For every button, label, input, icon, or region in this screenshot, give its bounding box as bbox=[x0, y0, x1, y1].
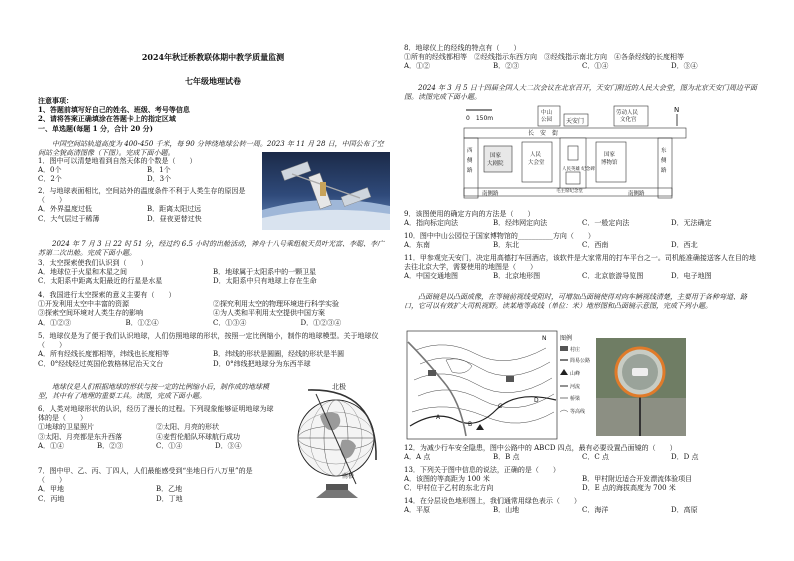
map-north-arrow: N bbox=[674, 106, 680, 114]
map-south-road-2: 南侧路 bbox=[628, 191, 645, 197]
svg-text:路: 路 bbox=[661, 168, 667, 174]
question-6: 6．人类对地球形状的认识，经历了漫长的过程。下列现象能够证明地球为球体的是（ ） ①地球的卫星照片 ②太阳、月亮的形状 ③太阳、月亮都是东升西落 ④麦哲伦船队环球航行成功 A．①④ B．②③ C．①④ D．③④ bbox=[38, 405, 274, 450]
svg-text:山峰: 山峰 bbox=[570, 371, 581, 377]
map-national-museum: 国家 bbox=[604, 152, 616, 158]
map-legend bbox=[560, 334, 590, 415]
map-point-a: A bbox=[436, 414, 441, 421]
map-laodong-palace: 劳动人民 bbox=[616, 110, 639, 116]
map-great-hall: 人民 bbox=[530, 152, 542, 158]
question-7: 7．图中甲、乙、丙、丁四人，人们最能感受到“坐地日行八万里”的是（ ） A．甲地 B．乙地 C．丙地 D．丁地 bbox=[38, 467, 253, 503]
svg-text:等高线: 等高线 bbox=[570, 409, 586, 415]
svg-text:博物馆: 博物馆 bbox=[601, 160, 618, 166]
question-4: 4．我国进行太空探索的意义主要有（ ） ①开发利用太空中丰富的资源 ②探究利用太空的物理环境进行科学实验 ③探索空间环境对人类生存的影响 ④为人类和平利用太空提供中国方案 A．①②③ B．①②④ C．①③④ D．①②③④ bbox=[38, 291, 342, 327]
map-west-road: 西 bbox=[467, 148, 473, 154]
passage-4: 2024 年 3 月 5 日十四届全国人大二次会议在北京召开，天安门附近的人民大会堂，图为北京天安门周边平面图。读图完成下面小题。 bbox=[404, 84, 757, 102]
svg-text:路: 路 bbox=[467, 168, 473, 174]
map-mausoleum: 毛主席纪念堂 bbox=[556, 189, 583, 194]
svg-text:大会堂: 大会堂 bbox=[528, 160, 545, 166]
map-point-c: C bbox=[498, 403, 503, 410]
map2-north: N bbox=[542, 335, 547, 342]
svg-text:河流: 河流 bbox=[570, 384, 581, 390]
map-zhongshan-park: 中山 bbox=[541, 110, 553, 116]
question-10: 10．图中中山公园位于国家博物馆的__________方向（ ） A．东南 B．东北 C．西南 D．西北 bbox=[404, 232, 698, 250]
contour-map bbox=[406, 330, 591, 442]
question-5: 5．地球仪是为了便于我们认识地球，人们仿照地球的形状，按照一定比例缩小，制作的地球模型。关于地球仪（ ） A．所有经线长度都相等，纬线也长度相等 B．纬线的形状是圆圈，经线的形状是半圆 C．0°经线经过英国伦敦格林尼治天文台 D．0°纬线把地球分为东西半球 bbox=[38, 332, 379, 368]
globe-diagram bbox=[286, 380, 386, 504]
map-tiananmen: 天安门 bbox=[566, 118, 585, 125]
svg-text:图例: 图例 bbox=[560, 335, 573, 342]
map-point-d: D bbox=[534, 397, 539, 404]
svg-text:大剧院: 大剧院 bbox=[487, 161, 504, 167]
map-changan-street: 长 安 街 bbox=[528, 130, 559, 137]
question-2: 2．与地球表面相比，空间站外的温度条件不利于人类生存的原因是（ ） A．外界温度过低 B．距离太阳过远 C．大气层过于稀薄 D．昼夜更替过快 bbox=[38, 187, 246, 223]
svg-text:村庄: 村庄 bbox=[570, 347, 581, 353]
globe-south-label: 南极 bbox=[342, 473, 355, 480]
question-12: 12．为减少行车安全隐患，图中公路中的 ABCD 四点，最有必要设置凸面镜的（ ） A．A 点 B．B 点 C．C 点 D．D 点 bbox=[404, 444, 699, 462]
notes bbox=[38, 96, 388, 133]
village-icon bbox=[428, 370, 436, 376]
section-heading: 一、单选题(每题 1 分，合计 20 分) bbox=[38, 123, 153, 133]
question-14: 14．在分层设色地形图上，我们通常用绿色表示（ ） A．平原 B．山地 C．海洋 D．高原 bbox=[404, 497, 698, 515]
svg-text:侧: 侧 bbox=[467, 158, 473, 164]
space-station-photo bbox=[262, 152, 390, 230]
question-13: 13．下列关于图中信息的说法，正确的是（ ） A．该图的等高距为 100 米 B．甲村附近适合开发漂流体验项目 C．甲村位于乙村的东北方向 D．E 点的海拔高度为 700 米 bbox=[404, 466, 693, 493]
map-east-road: 东 bbox=[661, 148, 667, 154]
svg-text:桥梁: 桥梁 bbox=[570, 396, 581, 402]
passage-5: 凸面镜是以凸面成像，在等镜前视线受阻时，可增加凸面镜使得对向车辆视线清楚，主要用于各种弯道、路口，它可以有效扩大司机视野。读某地等高线（单位：米）地形图和凸面镜示意图，完成下列小题。 bbox=[404, 293, 747, 311]
passage-3: 地球仪是人们根据地球的形状与按一定的比例缩小后，制作成的地球模型，其中有了地理的重要工具。读图，完成下面小题。 bbox=[38, 383, 269, 401]
passage-1: 中国空间站轨道高度为 400-450 千米，每 90 分钟绕地球公转一周。2023 年 11 月 28 日，中国公布了空间站全貌高清图像（下图）。完成下面小题。 bbox=[38, 140, 384, 158]
question-9: 9．该图使用的确定方向的方法是（ ） A．指向标定向法 B．经纬网定向法 C．一般定向法 D．无法确定 bbox=[404, 210, 712, 228]
map-national-theatre: 国家 bbox=[490, 153, 502, 159]
notes-item-2: 2、请将答案正确填涂在答题卡上的指定区域 bbox=[38, 114, 176, 124]
map-point-b: B bbox=[468, 421, 473, 428]
passage-2: 2024 年 7 月 3 日 22 时 51 分，经过约 6.5 小时的出舱活动，神舟十八号乘组航天员叶光富、李聪、李广苏第二次出舱。完成下面小题。 bbox=[38, 240, 385, 258]
exam-subtitle: 七年级地理试卷 bbox=[185, 76, 241, 86]
notes-item-1: 1、答题前填写好自己的姓名、班级、考号等信息 bbox=[38, 105, 190, 115]
question-11: 11．甲参观完天安门，决定用高德打车回酒店，该软件是大家常用的打车平台之一。司机能准确接送客人在目的地去往北京大学，需要使用的地图是（ ） A．中国交通地图 B．北京地形图 C．北京旅游导览图 D．电子地图 bbox=[404, 254, 756, 281]
map-south-road-1: 南侧路 bbox=[482, 191, 499, 197]
svg-text:文化宫: 文化宫 bbox=[620, 117, 637, 123]
globe-north-label: 北极 bbox=[332, 383, 346, 391]
convex-mirror-photo bbox=[596, 338, 686, 436]
tiananmen-map bbox=[458, 104, 692, 204]
map-scale: 0 150m bbox=[466, 115, 494, 122]
svg-text:简易公路: 简易公路 bbox=[570, 358, 591, 364]
question-3: 3．太空探索使我们认识到（ ） A．地球位于火星和木星之间 B．地球属于太阳系中的一颗卫星 C．太阳系中距离太阳最近的行星是水星 D．太阳系中只有地球上存在生命 bbox=[38, 259, 317, 286]
question-8: 8．地球仪上的经线的特点有（ ） ①所有的经线都相等 ②经线指示东西方向 ③经线指示南北方向 ④各条经线的长度相等 A．①② B．②③ C．①④ D．③④ bbox=[404, 44, 698, 71]
village-icon-2 bbox=[506, 376, 514, 382]
svg-text:侧: 侧 bbox=[661, 158, 667, 164]
svg-text:公园: 公园 bbox=[541, 117, 553, 123]
map-monument: 人民英雄 纪念碑 bbox=[562, 167, 595, 172]
notes-heading: 注意事项： bbox=[38, 96, 73, 105]
question-1: 1．图中可以清楚地看到自然天体的个数是（ ） A．0个 B．1个 C．2个 D．3个 bbox=[38, 157, 197, 184]
exam-title: 2024年秋迁桥教联体期中教学质量监测 bbox=[141, 52, 285, 62]
